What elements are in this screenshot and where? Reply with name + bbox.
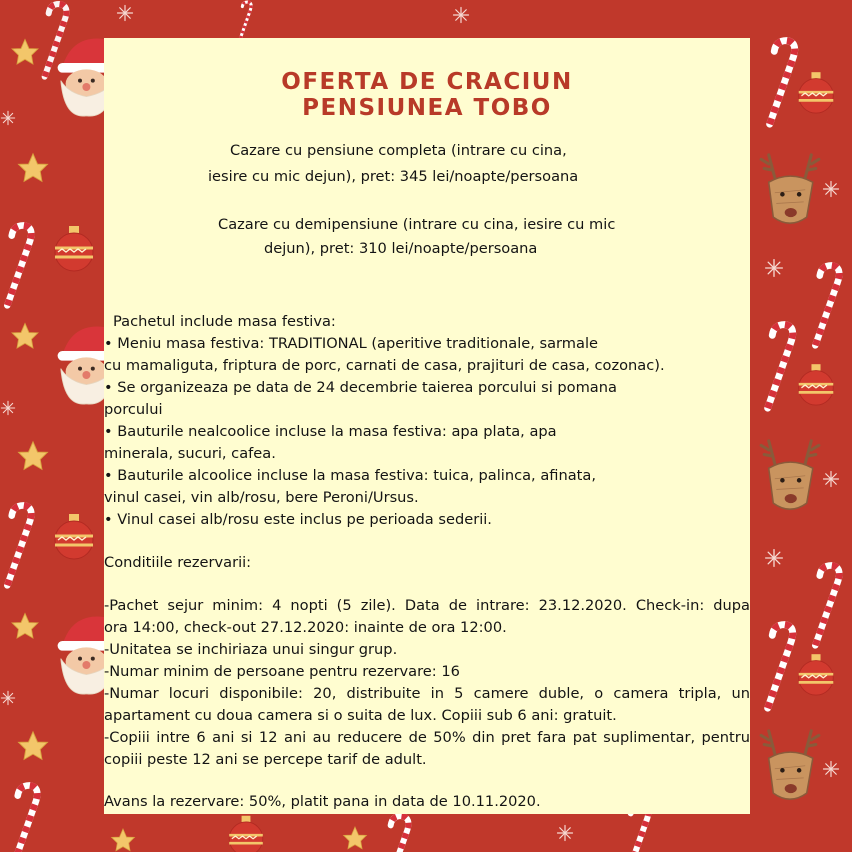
package-line: • Bauturile nealcoolice incluse la masa festiva: apa plata, apa [104, 423, 557, 440]
package-heading: Pachetul include masa festiva: [113, 313, 336, 330]
condition-line: -Numar locuri disponibile: 20, distribuite in 5 camere duble, o camera tripla, un [104, 685, 750, 702]
condition-line: -Copiii intre 6 ani si 12 ani au reducere de 50% din pret fara pat suplimentar, pentru [104, 729, 750, 746]
package-line: porcului [104, 401, 163, 418]
package-line: minerala, sucuri, cafea. [104, 445, 276, 462]
offer-full-board-line-1: Cazare cu pensiune completa (intrare cu cina, [230, 142, 567, 159]
condition-line: copiii peste 12 ani se percepe tarif de adult. [104, 751, 427, 768]
offer-half-board-line-2: dejun), pret: 310 lei/noapte/persoana [264, 240, 538, 257]
package-line: • Meniu masa festiva: TRADITIONAL (aperitive traditionale, sarmale [104, 335, 598, 352]
package-line: vinul casei, vin alb/rosu, bere Peroni/Ursus. [104, 489, 419, 506]
offer-half-board-line-1: Cazare cu demipensiune (intrare cu cina, iesire cu mic [218, 216, 616, 233]
title-line-1: OFERTA DE CRACIUN [281, 69, 573, 95]
deposit-text: Avans la rezervare: 50%, platit pana in data de 10.11.2020. [104, 793, 541, 810]
condition-line: -Pachet sejur minim: 4 nopti (5 zile). Data de intrare: 23.12.2020. Check-in: dupa [104, 597, 750, 614]
package-line: cu mamaliguta, friptura de porc, carnati de casa, prajituri de casa, cozonac). [104, 357, 665, 374]
condition-line: -Unitatea se inchiriaza unui singur grup. [104, 641, 398, 658]
conditions-heading: Conditiile rezervarii: [104, 554, 252, 571]
condition-line: -Numar minim de persoane pentru rezervare: 16 [104, 663, 460, 680]
condition-line: ora 14:00, check-out 27.12.2020: inainte de ora 12:00. [104, 619, 507, 636]
condition-line: apartament cu doua camera si o suita de lux. Copiii sub 6 ani: gratuit. [104, 707, 617, 724]
package-line: • Se organizeaza pe data de 24 decembrie taierea porcului si pomana [104, 379, 617, 396]
package-line: • Bauturile alcoolice incluse la masa festiva: tuica, palinca, afinata, [104, 467, 596, 484]
offer-card [104, 38, 750, 814]
offer-full-board-line-2: iesire cu mic dejun), pret: 345 lei/noapte/persoana [208, 168, 579, 185]
package-line: • Vinul casei alb/rosu este inclus pe perioada sederii. [104, 511, 492, 528]
title-line-2: PENSIUNEA TOBO [302, 95, 552, 121]
